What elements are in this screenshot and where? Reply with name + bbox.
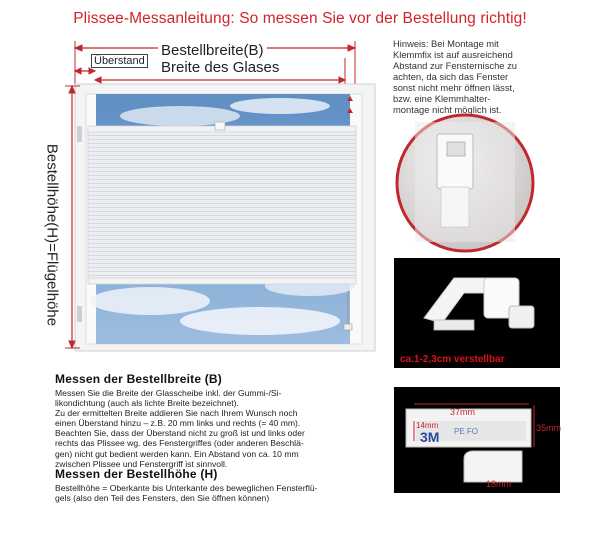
overhang-arrow	[75, 68, 95, 74]
text-line: likondichtung (auch als lichte Breite bezeichnet).	[55, 398, 239, 409]
clip-zoom-image	[385, 112, 545, 254]
clip-width-label: 37mm	[450, 407, 476, 417]
mounting-hint	[393, 38, 593, 115]
adjustable-clip-photo	[394, 258, 560, 368]
hint-line: Klemmfix ist auf ausreichend	[393, 49, 513, 60]
section-width-heading: Messen der Bestellbreite (B)	[55, 372, 222, 386]
hint-line: bzw. eine Klemmhalter-	[393, 93, 491, 104]
clip-height-label: 35mm	[536, 423, 562, 433]
overhang-label: Überstand	[91, 54, 148, 68]
window-diagram	[60, 36, 390, 371]
text-line: einen Überstand hinzu – z.B. 20 mm links und rechts (= 40 mm).	[55, 418, 301, 429]
adjustable-caption: ca.1-2,3cm verstellbar	[400, 354, 505, 365]
text-line: rechts das Plissee wg. des Fenstergriffes (oder anderen Beschlä-	[55, 438, 304, 449]
section-height-heading: Messen der Bestellhöhe (H)	[55, 467, 218, 481]
text-line: Messen Sie die Breite der Glasscheibe inkl. der Gummi-/Si-	[55, 388, 282, 398]
clip-dimensions-drawing	[394, 387, 560, 493]
page-title: Plissee-Messanleitung: So messen Sie vor der Bestellung richtig!	[73, 10, 527, 27]
adjustable-clip-drawing	[394, 258, 560, 368]
clip-base-label: 18mm	[486, 479, 512, 489]
text-line: Beachten Sie, dass der Überstand nicht zu groß ist und links oder	[55, 428, 305, 439]
hint-line: sonst nicht mehr öffnen lässt,	[393, 82, 515, 93]
text-line: zwischen Plissee und Fenstergriff ist sinnvoll.	[55, 458, 228, 469]
hint-line: Hinweis: Bei Montage mit	[393, 38, 499, 49]
hint-line: achten, da sich das Fenster	[393, 71, 509, 82]
text-line: Bestellhöhe = Oberkante bis Unterkante des beweglichen Fensterflü-	[55, 483, 318, 493]
text-line: gels (also den Teil des Fensters, den Sie öffnen können)	[55, 493, 270, 504]
brand-3m-logo: 3M	[420, 429, 440, 445]
hint-line: montage nicht möglich ist.	[393, 104, 502, 115]
tape-label: PE FO	[454, 427, 479, 436]
section-height-text	[55, 483, 390, 503]
hint-line: Abstand zur Fensternische zu	[393, 60, 518, 71]
order-height-label-box	[42, 110, 62, 360]
order-width-label: Bestellbreite(B)	[158, 42, 267, 59]
section-width-text	[55, 388, 390, 469]
clip-dimensions-photo	[394, 387, 560, 493]
text-line: Zu der ermittelten Breite addieren Sie nach Ihrem Wunsch noch	[55, 408, 298, 419]
text-line: gen) nicht gut bedient werden kann. Ein Abstand von ca. 10 mm	[55, 448, 299, 459]
clip-side-label: 14mm	[416, 421, 439, 430]
glass-width-label: Breite des Glases	[158, 59, 282, 76]
order-height-label: Bestellhöhe(H)=Flügelhöhe	[43, 143, 61, 327]
